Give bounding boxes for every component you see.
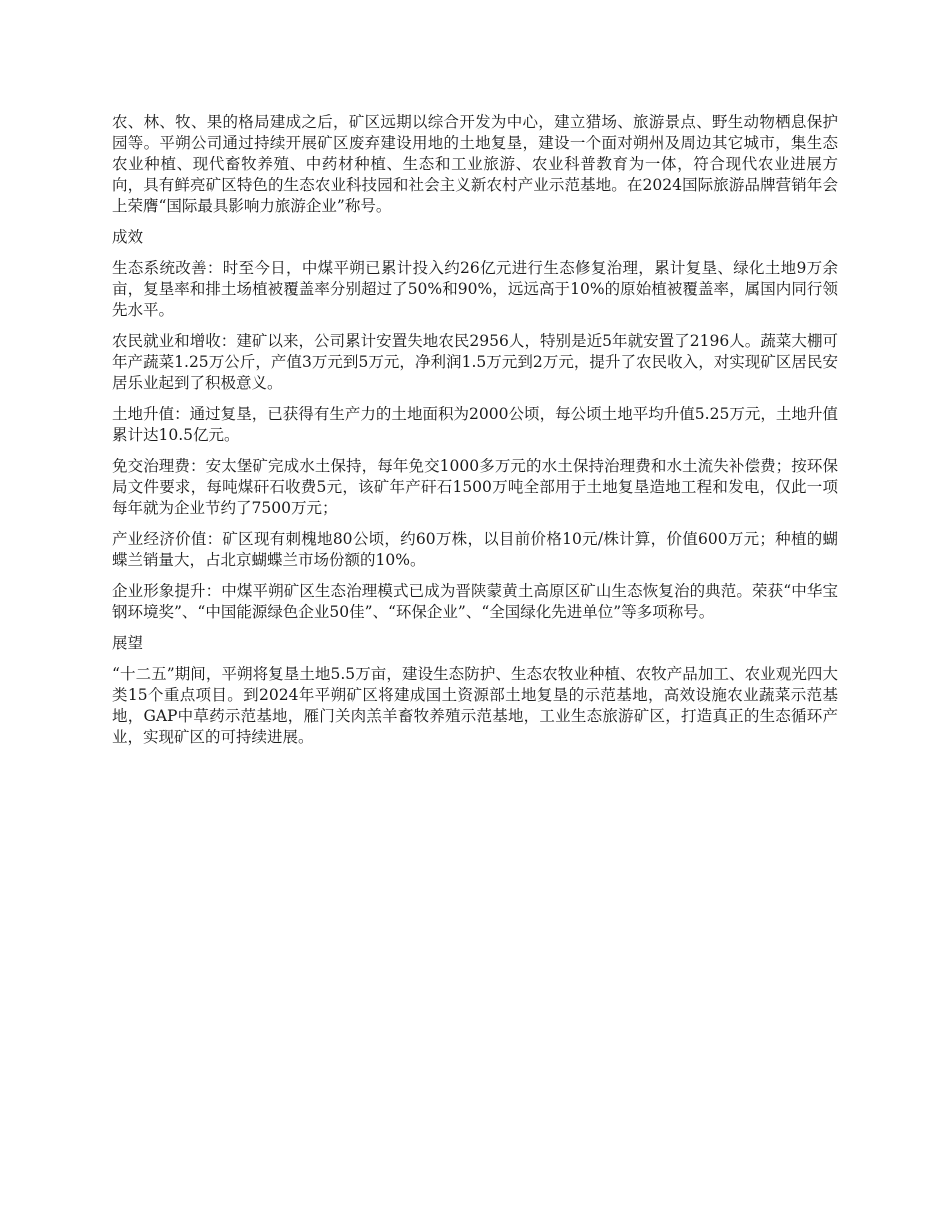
results-paragraph-economic-value: 产业经济价值：矿区现有刺槐地80公顷，约60万株，以目前价格10元/株计算，价值600万元；种植的蝴蝶兰销量大，占北京蝴蝶兰市场份额的10%。 [112,530,838,569]
outlook-paragraph: “十二五”期间，平朔将复垦土地5.5万亩，建设生态防护、生态农牧业种植、农牧产品加工、农业观光四大类15个重点项目。到2024年平朔矿区将建成国土资源部土地复垦的示范基地，高效设施农业蔬菜示范基地，GAP中草药示范基地，雁门关肉羔羊畜牧养殖示范基地，工业生态旅游矿区，打造真正的生态循环产业，实现矿区的可持续进展。 [112,665,838,746]
results-paragraph-employment: 农民就业和增收：建矿以来，公司累计安置失地农民2956人，特别是近5年就安置了2196人。蔬菜大棚可年产蔬菜1.25万公斤，产值3万元到5万元，净利润1.5万元到2万元，提升了农民收入，对实现矿区居民安居乐业起到了积极意义。 [112,332,838,392]
results-paragraph-fee-exemption: 免交治理费：安太堡矿完成水土保持，每年免交1000多万元的水土保持治理费和水土流失补偿费；按环保局文件要求，每吨煤矸石收费5元，该矿年产矸石1500万吨全部用于土地复垦造地工程和发电，仅此一项每年就为企业节约了7500万元； [112,457,838,517]
section-heading-outlook: 展望 [112,634,144,652]
results-paragraph-land-value: 土地升值：通过复垦，已获得有生产力的土地面积为2000公顷，每公顷土地平均升值5.25万元，土地升值累计达10.5亿元。 [112,405,838,444]
results-paragraph-corporate-image: 企业形象提升：中煤平朔矿区生态治理模式已成为晋陕蒙黄土高原区矿山生态恢复治的典范。荣获“中华宝钢环境奖”、“中国能源绿色企业50佳”、“环保企业”、“全国绿化先进单位”等多项称号。 [112,582,838,621]
section-heading-results: 成效 [112,228,144,246]
document-page [112,112,838,758]
results-paragraph-ecosystem: 生态系统改善：时至今日，中煤平朔已累计投入约26亿元进行生态修复治理，累计复垦、绿化土地9万余亩，复垦率和排土场植被覆盖率分别超过了50%和90%，远远高于10%的原始植被覆盖率，属国内同行领先水平。 [112,259,838,319]
intro-paragraph: 农、林、牧、果的格局建成之后，矿区远期以综合开发为中心，建立猎场、旅游景点、野生动物栖息保护园等。平朔公司通过持续开展矿区废弃建设用地的土地复垦，建设一个面对朔州及周边其它城市，集生态农业种植、现代畜牧养殖、中药材种植、生态和工业旅游、农业科普教育为一体，符合现代农业进展方向，具有鲜亮矿区特色的生态农业科技园和社会主义新农村产业示范基地。在2024国际旅游品牌营销年会上荣膺“国际最具影响力旅游企业”称号。 [112,113,838,215]
